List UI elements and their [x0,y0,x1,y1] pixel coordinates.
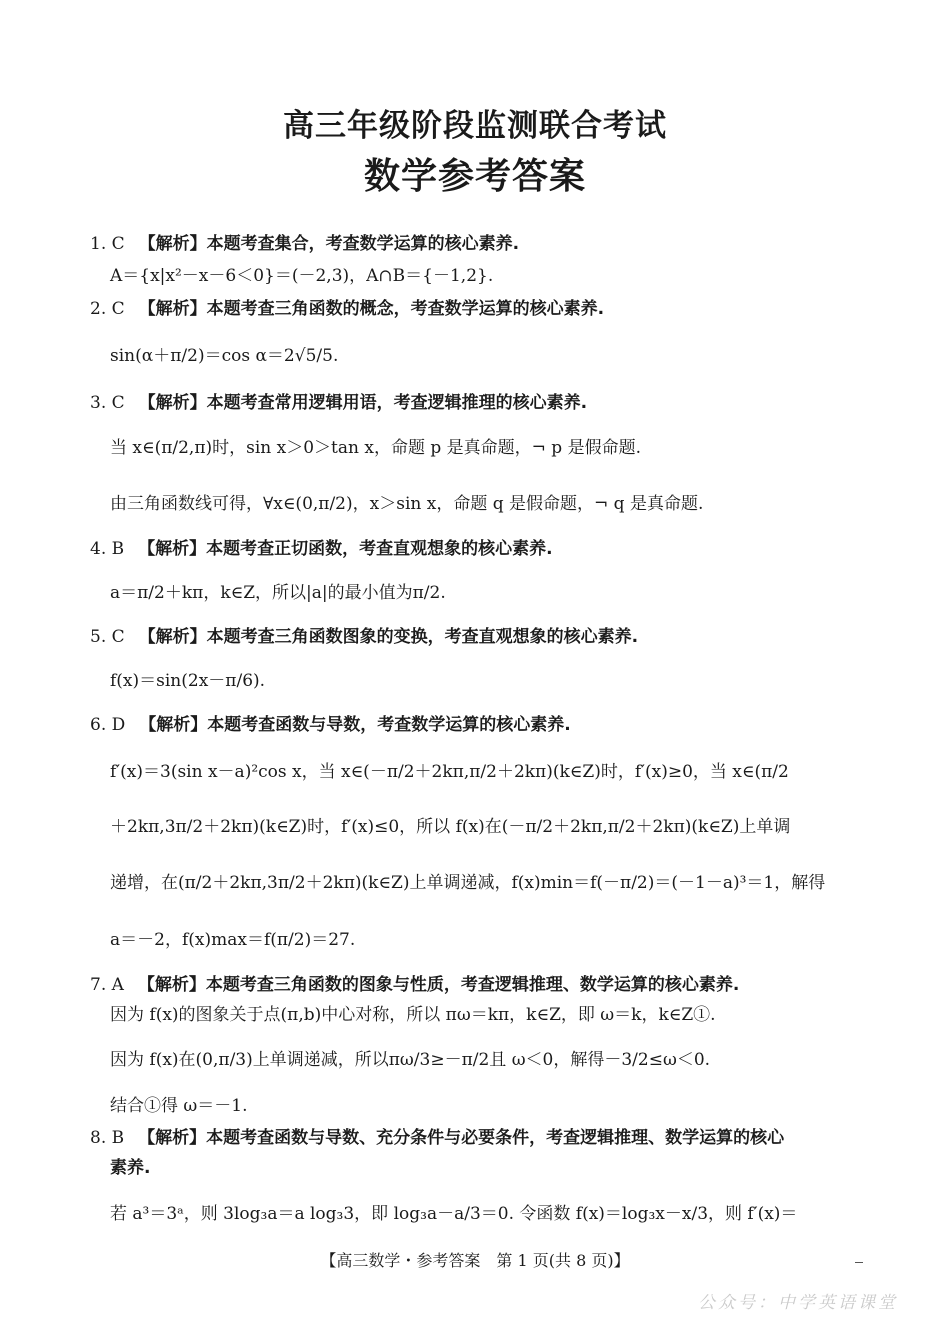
question-6-header [90,713,571,737]
question-topic: 本题考查常用逻辑用语，考查逻辑推理的核心素养. [206,393,588,413]
solution-line: f(x)＝sin(2x－π/6). [110,671,266,691]
analysis-tag: 【解析】 [138,1128,207,1148]
question-7-header [90,973,739,997]
solution-line: 递增，在(π/2＋2kπ,3π/2＋2kπ)(k∈Z)上单调递减，f(x)min＝f(－π/2)＝(－1－a)³＝1，解得 [110,873,826,893]
question-1-header [90,232,519,256]
analysis-tag: 【解析】 [138,234,207,254]
question-topic: 本题考查三角函数的概念，考查数学运算的核心素养. [206,299,605,319]
question-topic: 本题考查集合，考查数学运算的核心素养. [206,234,520,254]
question-topic: 本题考查三角函数图象的变换，考查直观想象的核心素养. [206,627,639,647]
question-number: 8. B [90,1128,125,1148]
page-footer: 【高三数学・参考答案 第 1 页(共 8 页)】 [320,1251,630,1270]
question-topic: 本题考查正切函数，考查直观想象的核心素养. [206,539,553,559]
analysis-tag: 【解析】 [138,627,207,647]
question-topic-continued: 素养. [110,1158,151,1178]
solution-line: a＝π/2＋kπ，k∈Z，所以|a|的最小值为π/2. [110,583,446,603]
solution-line: ＋2kπ,3π/2＋2kπ)(k∈Z)时，f′(x)≤0，所以 f(x)在(－π/2＋2kπ,π/2＋2kπ)(k∈Z)上单调 [110,817,791,837]
solution-line: 结合①得 ω＝－1. [110,1096,248,1116]
solution-line: A＝{x|x²－x－6＜0}＝(－2,3)，A∩B＝{－1,2}. [110,266,494,286]
solution-line: 当 x∈(π/2,π)时，sin x＞0＞tan x，命题 p 是真命题，¬ p 是假命题. [110,438,641,458]
solution-line: 由三角函数线可得，∀x∈(0,π/2)，x＞sin x，命题 q 是假命题，¬ q 是真命题. [110,494,704,514]
question-2-header [90,297,604,321]
question-number: 1. C [90,234,125,254]
solution-line: sin(α＋π/2)＝cos α＝2√5/5. [110,346,339,366]
question-number: 3. C [90,393,125,413]
solution-line: 因为 f(x)在(0,π/3)上单调递减，所以πω/3≥－π/2且 ω＜0，解得－3/2≤ω＜0. [110,1050,711,1070]
question-topic: 本题考查函数与导数，考查数学运算的核心素养. [207,715,571,735]
analysis-tag: 【解析】 [137,975,206,995]
page-subtitle: 数学参考答案 [363,156,586,197]
question-4-header [90,537,553,561]
solution-line: f′(x)＝3(sin x－a)²cos x，当 x∈(－π/2＋2kπ,π/2＋2kπ)(k∈Z)时，f′(x)≥0，当 x∈(π/2 [110,762,789,782]
analysis-tag: 【解析】 [138,393,207,413]
question-topic: 本题考查三角函数的图象与性质，考查逻辑推理、数学运算的核心素养. [205,975,740,995]
question-8-header [90,1126,784,1150]
solution-line: 因为 f(x)的图象关于点(π,b)中心对称，所以 πω＝kπ，k∈Z，即 ω＝k，k∈Z①. [110,1005,716,1025]
question-number: 7. A [90,975,124,995]
question-5-header [90,625,638,649]
question-3-header [90,391,587,415]
analysis-tag: 【解析】 [138,539,207,559]
question-topic: 本题考查函数与导数、充分条件与必要条件，考查逻辑推理、数学运算的核心 [206,1128,785,1148]
solution-line: a＝－2，f(x)max＝f(π/2)＝27. [110,930,356,950]
analysis-tag: 【解析】 [139,715,208,735]
footer-dash [855,1262,863,1263]
page-title: 高三年级阶段监测联合考试 [283,108,667,144]
question-number: 4. B [90,539,125,559]
question-number: 6. D [90,715,126,735]
question-number: 5. C [90,627,125,647]
watermark: 公众号：中学英语课堂 [698,1293,898,1313]
solution-line: 若 a³＝3ᵃ，则 3log₃a＝a log₃3，即 log₃a－a/3＝0. 令函数 f(x)＝log₃x－x/3，则 f′(x)＝ [110,1204,798,1224]
question-number: 2. C [90,299,125,319]
analysis-tag: 【解析】 [138,299,207,319]
